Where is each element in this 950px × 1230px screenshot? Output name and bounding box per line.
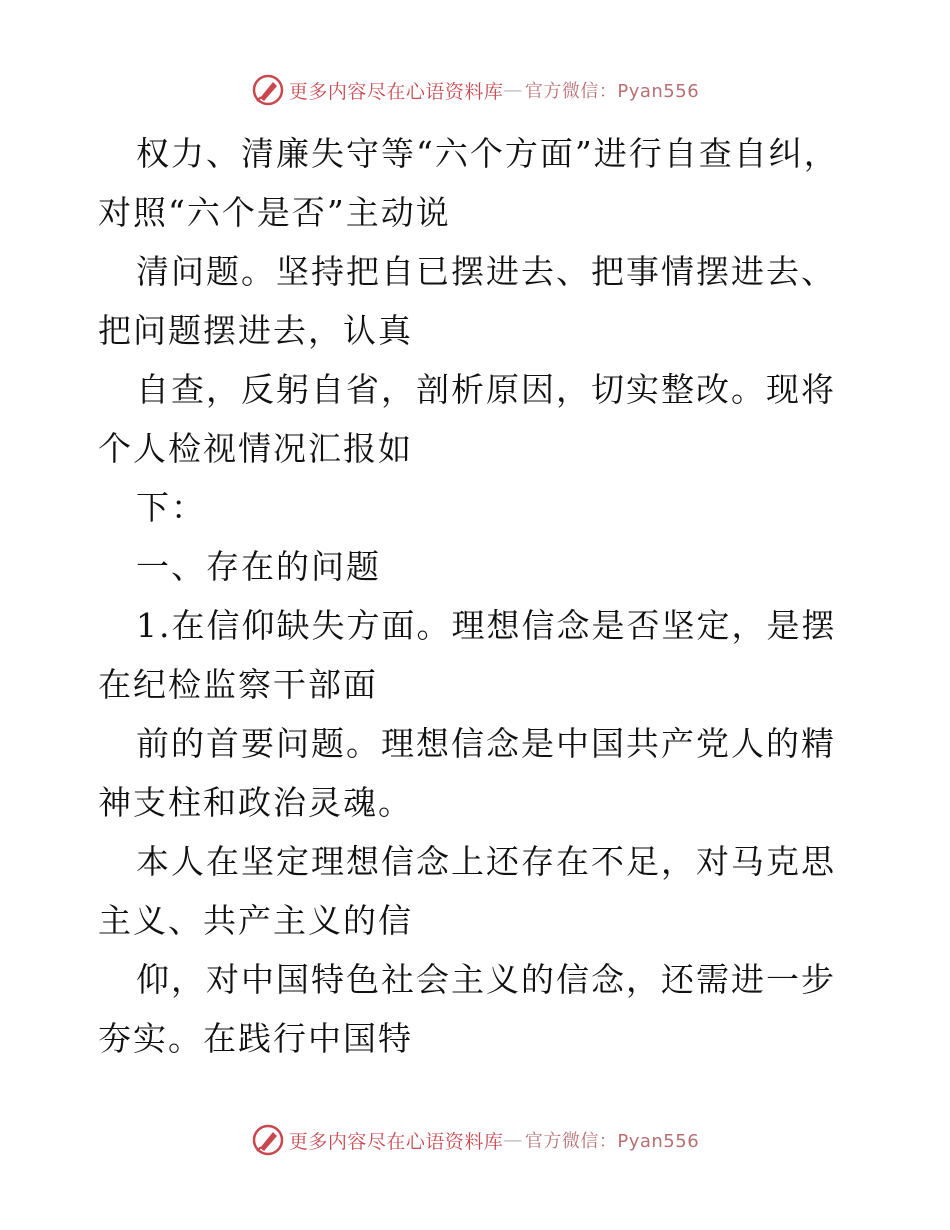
header-banner <box>0 70 950 110</box>
paragraph: 本人在坚定理想信念上还存在不足，对马克思主义、共产主义的信 <box>98 842 836 940</box>
paragraph: 下： <box>136 488 206 527</box>
banner-text: 更多内容尽在心语资料库 <box>288 1130 504 1153</box>
paragraph: 权力、清廉失守等“六个方面”进行自查自纠，对照“六个是否”主动说 <box>98 134 839 232</box>
pen-nib-circle-icon <box>251 1123 285 1157</box>
document-body <box>98 124 858 1068</box>
paragraph: 1.在信仰缺失方面。理想信念是否坚定，是摆在纪检监察干部面 <box>98 606 837 704</box>
banner-separator: — <box>503 1129 523 1151</box>
section-heading: 一、存在的问题 <box>136 547 381 586</box>
paragraph: 前的首要问题。理想信念是中国共产党人的精神支柱和政治灵魂。 <box>98 724 836 822</box>
footer-banner <box>0 1120 950 1160</box>
banner-text: 更多内容尽在心语资料库 <box>288 80 504 103</box>
paragraph: 仰，对中国特色社会主义的信念，还需进一步夯实。在践行中国特 <box>98 960 836 1058</box>
banner-wechat: 官方微信：Pyan556 <box>524 1131 700 1152</box>
pen-nib-circle-icon <box>251 73 285 107</box>
paragraph: 清问题。坚持把自已摆进去、把事情摆进去、把问题摆进去，认真 <box>98 252 836 350</box>
banner-wechat: 官方微信：Pyan556 <box>524 81 700 102</box>
paragraph: 自查，反躬自省，剖析原因，切实整改。现将个人检视情况汇报如 <box>98 370 836 468</box>
banner-separator: — <box>503 79 523 101</box>
